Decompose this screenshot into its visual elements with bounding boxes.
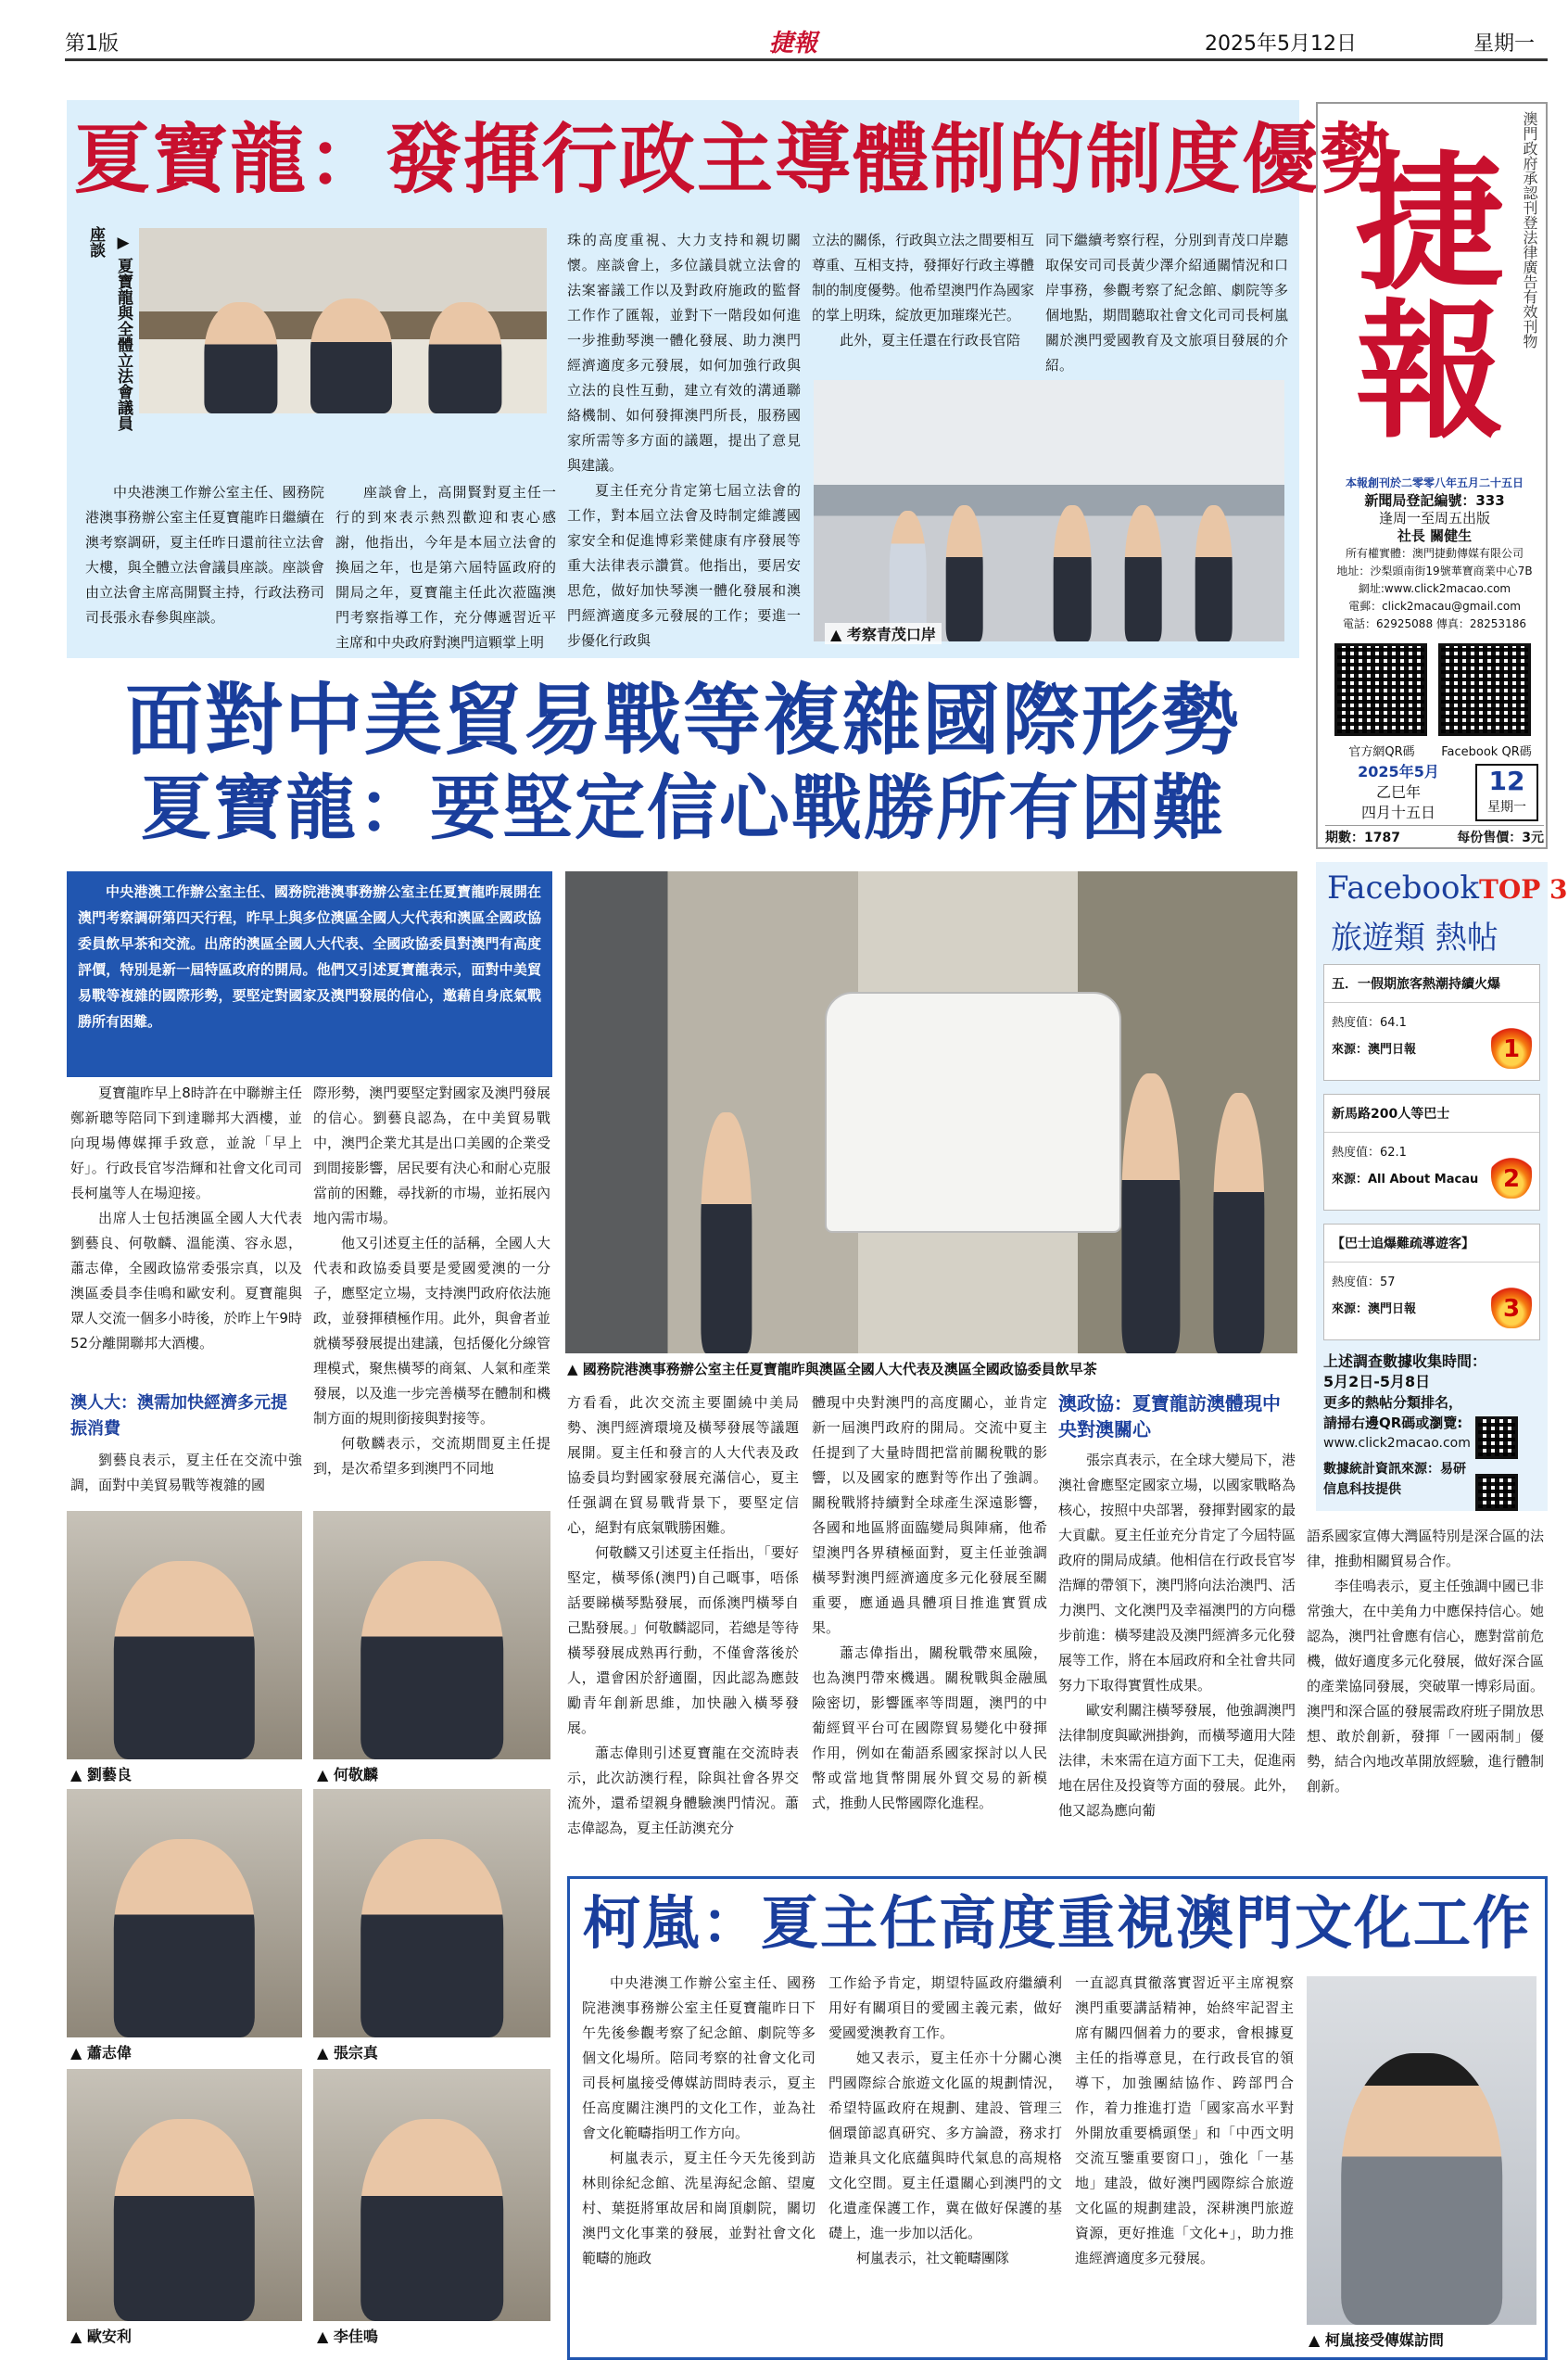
story3-col2 — [828, 1971, 1062, 2351]
paragraph: 她又表示，夏主任亦十分關心澳門國際綜合旅遊文化區的規劃情況，希望特區政府在規劃、建設、管理三個環節認真研究、多方論證，務求打造兼具文化底蘊與時代氣息的高規格文化空間。夏主任還關心到澳門的文化遺產保護工作，冀在做好保護的基礎上，進一步加以活化。 — [828, 2049, 1062, 2241]
facebook-subtitle: 旅遊類 熱帖 — [1331, 920, 1498, 957]
paragraph: 李佳鳴表示，夏主任強調中國已非常強大，在中美角力中應保持信心。她認為，澳門社會應有信心，應對當前危機，做好適度多元化發展，做好深合區的產業協同發展，突破單一博彩局面。澳門和深合區的發展需政府班子開放思想、敢於創新，發揮「一國兩制」優勢，結合內地改革開放經驗，進行體制創新。 — [1307, 1578, 1544, 1795]
story1-col4 — [812, 228, 1034, 376]
portrait-photo — [67, 1789, 302, 2037]
email[interactable]: 電郵：click2macau@gmail.com — [1348, 600, 1521, 613]
qr2-label: Facebook QR碼 — [1441, 745, 1532, 759]
paragraph: 際形勢，澳門要堅定對國家及澳門發展的信心。劉藝良認為，在中美貿易戰中，澳門企業尤其是出口美國的企業受到間接影響，居民要有決心和耐心克服當前的困難，尋找新的市場，並拓展內地內需市場。 — [313, 1085, 550, 1226]
paragraph: 座談會上，高開賢對夏主任一行的到來表示熱烈歡迎和衷心感謝，他指出，今年是本屆立法會的換屆之年，也是第六屆特區政府的開局之年，夏寶龍主任此次蒞臨澳門考察指導工作，充分傳遞習近平主席和中央政府對澳門這顆掌上明 — [335, 484, 556, 651]
schedule: 逢周一至周五出版 — [1378, 510, 1490, 527]
paragraph: 立法的關係，行政與立法之間要相互尊重、互相支持，發揮好行政主導體制的制度優勢。他希望澳門作為國家的掌上明珠，綻放更加璀璨光芒。 — [812, 232, 1034, 324]
facebook-qr-code[interactable] — [1438, 643, 1531, 736]
fire-icon — [1491, 1019, 1532, 1069]
story2-col2 — [313, 1081, 550, 1500]
story1-photo-caption: ▶ 夏寶龍與全體立法會議員 — [114, 234, 133, 431]
paragraph: 何敬麟表示，交流期間夏主任提到，是次希望多到澳門不同地 — [313, 1435, 550, 1477]
masthead-logo: 捷報 — [769, 30, 818, 57]
portrait-caption: ▲ 李佳鳴 — [317, 2328, 378, 2345]
qr1-label: 官方網QR碼 — [1348, 745, 1415, 759]
hot-post-title: 【巴士追爆難疏導遊客】 — [1324, 1225, 1539, 1263]
hot-post-3[interactable] — [1323, 1224, 1540, 1340]
minibus-shape — [825, 992, 1121, 1233]
provider: 數據統計資訊來源：易研信息科技提供 — [1323, 1462, 1466, 1497]
paragraph: 他又引述夏主任的話稱，全國人大代表和政協委員要是愛國愛澳的一分子，應堅定立場，支持澳門政府依法施政，並發揮積極作用。此外，與會者並就橫琴發展提出建議，包括優化分線管理模式，聚焦橫琴的商氣、人氣和產業發展，以及進一步完善橫琴在體制和機制方面的規則銜接與對接等。 — [313, 1235, 550, 1427]
story1-photo-label-text: 座談 — [86, 226, 105, 258]
owner: 所有權實體：澳門捷動傳媒有限公司 — [1345, 547, 1524, 560]
facebook-title-b: TOP 3 — [1479, 874, 1568, 905]
day-number: 12 — [1488, 766, 1525, 796]
portrait-caption: ▲ 蕭志偉 — [70, 2044, 132, 2062]
portrait-photo — [313, 1511, 550, 1759]
story2-lead: 中央港澳工作辦公室主任、國務院港澳事務辦公室主任夏寶龍昨展開在澳門考察調研第四天行程，昨早上與多位澳區全國人大代表和澳區全國政協委員飲早茶和交流。出席的澳區全國人大代表、全國政協委員對澳門有高度評價，特別是新一屆特區政府的開局。他們又引述夏寶龍表示，面對中美貿易戰等複雜的國際形勢，要堅定對國家及澳門發展的信心，邀藉自身底氣戰勝所有困難。 — [67, 871, 552, 1077]
story1-port-photo — [814, 380, 1284, 641]
paragraph: 蕭志偉則引述夏寶龍在交流時表示，此次訪澳行程，除與社會各界交流外，還希望親身體驗澳門情況。蕭志偉認為，夏主任訪澳充分 — [567, 1745, 799, 1836]
paragraph: 出席人士包括澳區全國人大代表劉藝良、何敬麟、溫能漢、容永恩，蕭志偉，全國政協常委張宗真，以及澳區委員李佳鳴和歐安利。夏寶龍與眾人交流一個多小時後，於昨上午9時52分離開聯邦大酒樓。 — [70, 1210, 302, 1351]
story2-headline1: 面對中美貿易戰等複雜國際形勢 — [124, 675, 1241, 766]
registration: 新聞局登記編號：333 — [1364, 492, 1505, 509]
hot-post-heat: 熱度值：64.1 — [1332, 1016, 1407, 1030]
rank-number: 3 — [1502, 1295, 1521, 1323]
issue-price — [1325, 825, 1544, 846]
paragraph: 柯嵐表示，夏主任今天先後到訪林則徐紀念館、洗星海紀念館、望廈村、葉挺將軍故居和崗頂劇院，關切澳門文化事業的發展，並對社會文化範疇的施政 — [582, 2150, 816, 2266]
website[interactable]: 網址:www.click2macao.com — [1358, 582, 1511, 595]
portrait-caption: ▲ 張宗真 — [317, 2044, 378, 2062]
story2-col1 — [70, 1081, 302, 1387]
portrait-caption: ▲ 何敬麟 — [317, 1766, 378, 1783]
story1-col1 — [85, 480, 324, 656]
calendar-block — [1329, 762, 1468, 823]
address: 地址：沙梨頭南街19號華寶商業中心7B — [1336, 565, 1533, 577]
hot-post-source: 來源：澳門日報 — [1332, 1043, 1417, 1057]
paragraph: 蕭志偉指出，關稅戰帶來風險，也為澳門帶來機遇。關稅戰與金融風險密切，影響匯率等問題，澳門的中葡經貿平台可在國際貿易變化中發揮作用，例如在葡語系國家探討以人民幣或當地貨幣開展外貿交易的新模式，推動人民幣國際化進程。 — [812, 1644, 1047, 1811]
lunar-date: 四月十五日 — [1360, 804, 1435, 821]
portrait-photo — [313, 1789, 550, 2037]
period-label: 上述調查數據收集時間： — [1323, 1352, 1487, 1370]
paragraph: 中央港澳工作辦公室主任、國務院港澳事務辦公室主任夏寶龍昨日繼續在澳考察調研，夏主任昨日還前往立法會大樓，與全體立法會議員座談。座談會由立法會主席高開賢主持，行政法務司司長張永春參與座談。 — [85, 484, 324, 626]
story1-port-caption: ▲ 考察青茂口岸 — [825, 623, 942, 644]
story2-col3 — [567, 1390, 799, 1861]
day-weekday: 星期一 — [1487, 800, 1526, 815]
paragraph: 夏主任充分肯定第七屆立法會的工作，對本屆立法會及時制定維護國家安全和促進博彩業健康有序發展等重大法律表示讚賞。他指出，要居安思危，做好加快琴澳一體化發展和澳門經濟適度多元發展的工作；要進一步優化行政與 — [567, 482, 801, 649]
story3-headline: 柯嵐：夏主任高度重視澳門文化工作 — [582, 1889, 1532, 1957]
story1-meeting-photo — [139, 228, 547, 413]
official-qr-code[interactable] — [1334, 643, 1427, 736]
sidebar-info — [1325, 475, 1544, 633]
story1-photo-label — [82, 226, 109, 476]
hot-post-heat: 熱度值：62.1 — [1332, 1146, 1407, 1160]
story1-col5 — [1045, 228, 1288, 376]
story1-col2 — [335, 480, 556, 656]
paragraph: 工作給予肯定，期望特區政府繼續利用好有關項目的愛國主義元素，做好愛國愛澳教育工作。 — [828, 1974, 1062, 2041]
hot-post-title: 新馬路200人等巴士 — [1324, 1095, 1539, 1133]
hot-post-source: 來源：澳門日報 — [1332, 1302, 1417, 1316]
rank-number: 2 — [1502, 1165, 1521, 1193]
story3-col1 — [582, 1971, 816, 2351]
provider-qr-code[interactable] — [1475, 1474, 1518, 1511]
founded-text: 本報創刊於二零零八年五月二十五日 — [1345, 476, 1524, 489]
paragraph: 體現中央對澳門的高度關心，並肯定新一屆澳門政府的開局。交流中夏主任提到了大量時間把當前關稅戰的影響，以及國家的應對等作出了強調。關稅戰將持續對全球產生深遠影響，各國和地區將面臨變局與陣痛，他希望澳門各界積極面對，夏主任並強調橫琴對澳門經濟適度多元化發展至關重要，應通過具體項目推進實質成果。 — [812, 1394, 1047, 1636]
facebook-title — [1327, 869, 1568, 907]
story3-photo-caption: ▲ 柯嵐接受傳媒訪問 — [1309, 2331, 1444, 2349]
story2-col4 — [812, 1390, 1047, 1861]
fire-icon — [1491, 1148, 1532, 1199]
paragraph: 歐安利關注橫琴發展，他強調澳門法律制度與歐洲掛鉤，而橫琴適用大陸法律，未來需在這方面下工夫，促進兩地在居住及投資等方面的發展。此外，他又認為應向葡 — [1058, 1702, 1296, 1819]
portrait-caption: ▲ 歐安利 — [70, 2328, 132, 2345]
issue-number: 期數：1787 — [1325, 831, 1400, 845]
more-text: 更多的熱帖分類排名，請掃右邊QR碼或瀏覽: — [1323, 1394, 1463, 1431]
issue-date: 2025年5月12日 — [1205, 32, 1357, 56]
hot-post-title: 五．一假期旅客熱潮持續火爆 — [1324, 965, 1539, 1003]
day-box — [1475, 764, 1538, 821]
paragraph: 珠的高度重視、大力支持和親切關懷。座談會上，多位議員就立法會的法案審議工作以及對政府施政的監督工作作了匯報，並對下一階段如何進一步推動琴澳一體化發展、助力澳門經濟適度多元發展，如何加強行政與立法的良性互動，建立有效的溝通聯絡機制、如何發揮澳門所長，服務國家所需等多方面的議題，提出了意見與建議。 — [567, 232, 801, 474]
portrait-photo — [67, 1511, 302, 1759]
story2-main-photo — [565, 871, 1297, 1353]
facebook-url[interactable]: www.click2macao.com — [1323, 1436, 1471, 1451]
page-label: 第1版 — [65, 32, 119, 56]
phone: 電話：62925088 傳真：28253186 — [1343, 617, 1526, 630]
rank-number: 1 — [1502, 1035, 1521, 1063]
sidebar-vertical-text: 澳門政府承認刊登法律廣告有效刊物 — [1521, 111, 1538, 349]
story2-photo-caption: ▲ 國務院港澳事務辦公室主任夏寶龍昨與澳區全國人大代表及澳區全國政協委員飲早茶 — [567, 1361, 1097, 1377]
publisher: 社長 關健生 — [1397, 527, 1473, 544]
story1-col3 — [567, 228, 801, 656]
weekday: 星期一 — [1473, 32, 1536, 56]
story3-col3 — [1075, 1971, 1294, 2351]
story2-col5-subhead: 澳政協：夏寶龍訪澳體現中央對澳關心 — [1058, 1392, 1281, 1440]
sidebar-logo: 捷報 — [1331, 145, 1504, 441]
story2-col1-subhead: 澳人大：澳需加快經濟多元提振消費 — [70, 1393, 287, 1439]
story2-col6 — [1307, 1524, 1544, 1861]
paragraph: 此外，夏主任還在行政長官陪 — [840, 332, 1021, 349]
paragraph: 何敬麟又引述夏主任指出，「要好堅定，橫琴係(澳門)自己嘅事，唔係話要睇橫琴點發展，而係澳門橫琴自己點發展。」何敬麟認同，若總是等待橫琴發展成熟再行動，不僅會落後於人，還會困於舒適圈，因此認為應鼓勵青年創新思維，加快融入橫琴發展。 — [567, 1544, 799, 1736]
paragraph: 一直認真貫徹落實習近平主席視察澳門重要講話精神，始終牢記習主席有關四個着力的要求，會根據夏主任的指導意見，在行政長官的領導下，加強團結協作、跨部門合作，着力推進打造「國家高水平對外開放重要橋頭堡」和「中西文明交流互鑒重要窗口」，強化「一基地」建設，做好澳門國際綜合旅遊文化區的規劃建設，深耕澳門旅遊資源，更好推進「文化+」，助力推進經濟適度多元發展。 — [1075, 1974, 1294, 2266]
facebook-title-a: Facebook — [1327, 869, 1480, 907]
fire-icon — [1491, 1278, 1532, 1328]
hot-post-heat: 熱度值：57 — [1332, 1275, 1396, 1289]
story3-photo — [1307, 1976, 1536, 2325]
hot-post-2[interactable] — [1323, 1094, 1540, 1211]
period: 5月2日-5月8日 — [1323, 1373, 1431, 1390]
story2-headline2: 夏寶龍：要堅定信心戰勝所有困難 — [141, 767, 1225, 849]
portrait-photo — [67, 2069, 302, 2321]
paragraph: 張宗真表示，在全球大變局下，港澳社會應堅定國家立場，以國家戰略為核心，按照中央部署，發揮對國家的最大貢獻。夏主任並充分肯定了今屆特區政府的開局成績。他相信在行政長官岑浩輝的帶領下，澳門將向法治澳門、活力澳門、文化澳門及幸福澳門的方向穩步前進：橫琴建設及澳門經濟多元化發展等工作，將在本屆政府和全社會共同努力下取得實質性成果。 — [1058, 1452, 1296, 1694]
hot-post-1[interactable] — [1323, 964, 1540, 1081]
paragraph: 同下繼續考察行程，分別到青茂口岸聽取保安司司長黃少澤介紹通關情況和口岸事務，參觀考察了紀念館、劇院等多個地點，期間聽取社會文化司司長柯嵐關於澳門愛國教育及文旅項目發展的介紹。 — [1045, 232, 1288, 374]
paragraph: 柯嵐表示，社文範疇團隊 — [856, 2250, 1010, 2266]
paragraph: 夏寶龍昨早上8時許在中聯辦主任鄭新聰等陪同下到達聯邦大酒樓，並向現場傳媒揮手致意，並說「早上好」。行政長官岑浩輝和社會文化司司長柯嵐等人在場迎接。 — [70, 1085, 302, 1201]
price: 每份售價：3元 — [1457, 831, 1544, 845]
hot-post-qr-code[interactable] — [1475, 1416, 1518, 1459]
story2-col5 — [1058, 1448, 1296, 1861]
paragraph: 方看看，此次交流主要圍繞中美局勢、澳門經濟環境及橫琴發展等議題展開。夏主任和發言的人大代表及政協委員均對國家發展充滿信心，夏主任强調在貿易戰背景下，要堅定信心，絕對有底氣戰勝困難。 — [567, 1394, 799, 1536]
masthead-bar — [65, 20, 1548, 61]
paragraph: 劉藝良表示，夏主任在交流中強調，面對中美貿易戰等複雜的國 — [70, 1452, 302, 1493]
story1-headline: 夏寶龍：發揮行政主導體制的制度優勢 — [74, 116, 1398, 204]
story2-col1b — [70, 1448, 302, 1500]
portrait-photo — [313, 2069, 550, 2321]
paragraph: 中央港澳工作辦公室主任、國務院港澳事務辦公室主任夏寶龍昨日下午先後參觀考察了紀念館、劇院等多個文化場所。陪同考察的社會文化司司長柯嵐接受傳媒訪問時表示，夏主任高度關注澳門的文化工作，並為社會文化範疇指明工作方向。 — [582, 1974, 816, 2141]
portrait-caption: ▲ 劉藝良 — [70, 1766, 132, 1783]
lunar-year: 乙巳年 — [1375, 783, 1421, 801]
hot-post-source: 來源：All About Macau — [1332, 1173, 1479, 1186]
date-month: 2025年5月 — [1358, 763, 1439, 780]
paragraph: 語系國家宣傳大灣區特別是深合區的法律，推動相關貿易合作。 — [1307, 1528, 1544, 1569]
